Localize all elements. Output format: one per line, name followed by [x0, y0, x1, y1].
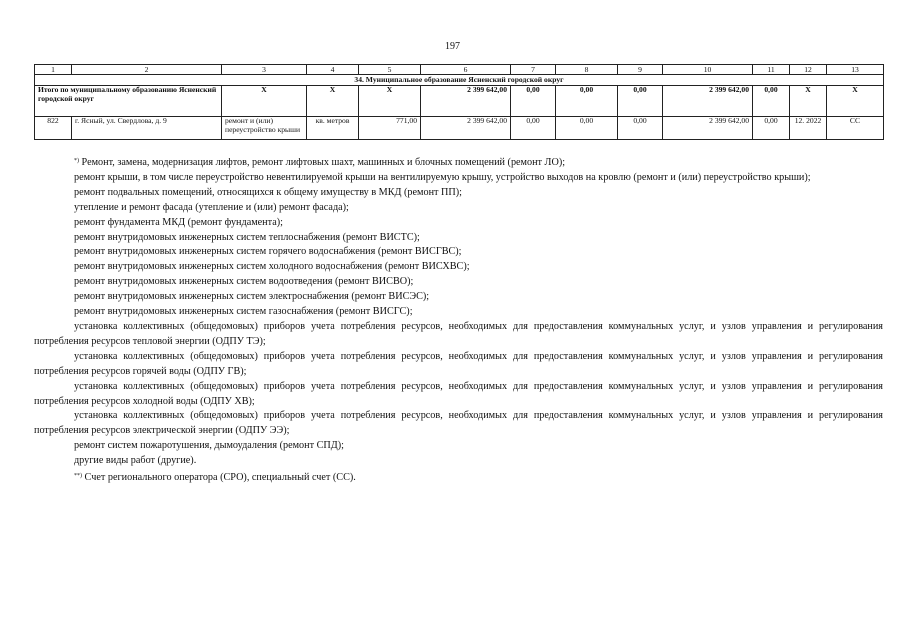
footnote-text: ремонт внутридомовых инженерных систем холодного водоснабжения (ремонт ВИСХВС);: [74, 261, 470, 273]
footnote-text: другие виды работ (другие).: [74, 455, 197, 467]
footnote-line: [34, 469, 883, 486]
column-number: 10: [663, 65, 753, 75]
table-cell: ремонт и (или) переустройство крыши: [222, 117, 307, 140]
section-title-row: [35, 75, 884, 86]
table-cell: СС: [827, 117, 884, 140]
table-cell: 2 399 642,00: [663, 117, 753, 140]
total-cell: 0,00: [556, 86, 618, 117]
total-cell: X: [359, 86, 421, 117]
page-number: 197: [445, 41, 460, 52]
footnote-text: ремонт внутридомовых инженерных систем электроснабжения (ремонт ВИСЭС);: [74, 291, 430, 303]
footnote-text: утепление и ремонт фасада (утепление и (или) ремонт фасада);: [74, 201, 349, 213]
footnote-line: [34, 275, 883, 290]
total-cell: X: [827, 86, 884, 117]
footnote-line: [34, 231, 883, 246]
footnote-line: [34, 260, 883, 275]
table-cell: 12. 2022: [790, 117, 827, 140]
column-number: 9: [618, 65, 663, 75]
footnote-line: [34, 350, 883, 380]
repair-program-table: [34, 64, 884, 140]
footnote-text: ремонт внутридомовых инженерных систем горячего водоснабжения (ремонт ВИСГВС);: [74, 246, 462, 258]
footnote-marker: **): [74, 473, 82, 480]
footnote-line: [34, 439, 883, 454]
table-cell: г. Ясный, ул. Свердлова, д. 9: [72, 117, 222, 140]
total-cell: X: [790, 86, 827, 117]
column-number: 2: [72, 65, 222, 75]
footnote-text: ремонт подвальных помещений, относящихся к общему имуществу в МКД (ремонт ПП);: [74, 186, 462, 198]
footnote-line: [34, 409, 883, 439]
total-label: Итого по муниципальному образованию Ясненский городской округ: [35, 86, 222, 117]
column-number: 5: [359, 65, 421, 75]
footnote-line: [34, 454, 883, 469]
column-number: 6: [421, 65, 511, 75]
footnote-text: установка коллективных (общедомовых) приборов учета потребления ресурсов, необходимых для предоставления коммунальных услуг, и узлов управления и регулирования потребления ресурсов холодной воды (ОДПУ ХВ);: [34, 380, 883, 407]
table-cell: 0,00: [511, 117, 556, 140]
footnote-text: Счет регионального оператора (СРО), специальный счет (СС).: [82, 472, 356, 484]
footnote-text: установка коллективных (общедомовых) приборов учета потребления ресурсов, необходимых для предоставления коммунальных услуг, и узлов управления и регулирования потребления ресурсов электрической энергии (ОДПУ ЭЭ);: [34, 410, 883, 437]
footnote-line: [34, 186, 883, 201]
footnote-line: [34, 290, 883, 305]
column-number: 11: [753, 65, 790, 75]
total-cell: 0,00: [618, 86, 663, 117]
column-number: 3: [222, 65, 307, 75]
footnotes: [34, 154, 883, 486]
footnote-line: [34, 320, 883, 350]
table-cell: 2 399 642,00: [421, 117, 511, 140]
footnote-text: ремонт систем пожаротушения, дымоудаления (ремонт СПД);: [74, 440, 344, 452]
total-row: [35, 86, 884, 117]
total-cell: 2 399 642,00: [421, 86, 511, 117]
table-cell: 822: [35, 117, 72, 140]
section-title: 34. Муниципальное образование Ясненский городской округ: [35, 75, 884, 86]
footnote-text: установка коллективных (общедомовых) приборов учета потребления ресурсов, необходимых для предоставления коммунальных услуг, и узлов управления и регулирования потребления ресурсов тепловой энергии (ОДПУ ТЭ);: [34, 320, 883, 347]
footnote-line: [34, 201, 883, 216]
column-number: 4: [307, 65, 359, 75]
column-number: 12: [790, 65, 827, 75]
footnote-line: [34, 154, 883, 171]
footnote-text: установка коллективных (общедомовых) приборов учета потребления ресурсов, необходимых для предоставления коммунальных услуг, и узлов управления и регулирования потребления ресурсов горячей воды (ОДПУ ГВ);: [34, 350, 883, 377]
total-cell: 0,00: [511, 86, 556, 117]
column-number: 8: [556, 65, 618, 75]
table-cell: 0,00: [618, 117, 663, 140]
column-number: 7: [511, 65, 556, 75]
footnote-text: ремонт крыши, в том числе переустройство невентилируемой крыши на вентилируемую крышу, устройство выходов на кровлю (ремонт и (или) переустройство крыши);: [74, 171, 811, 183]
footnote-line: [34, 216, 883, 231]
footnote-line: [34, 171, 883, 186]
footnote-marker: *): [74, 158, 79, 164]
footnote-text: ремонт фундамента МКД (ремонт фундамента);: [74, 216, 283, 228]
column-numbers-row: [35, 65, 884, 75]
footnote-line: [34, 380, 883, 410]
total-cell: 0,00: [753, 86, 790, 117]
footnote-text: ремонт внутридомовых инженерных систем водоотведения (ремонт ВИСВО);: [74, 276, 414, 288]
table-cell: 771,00: [359, 117, 421, 140]
total-cell: X: [307, 86, 359, 117]
table-row: [35, 117, 884, 140]
total-cell: 2 399 642,00: [663, 86, 753, 117]
footnote-line: [34, 305, 883, 320]
column-number: 13: [827, 65, 884, 75]
table-cell: 0,00: [753, 117, 790, 140]
footnote-line: [34, 245, 883, 260]
footnote-text: ремонт внутридомовых инженерных систем газоснабжения (ремонт ВИСГС);: [74, 306, 413, 318]
total-cell: X: [222, 86, 307, 117]
footnote-text: ремонт внутридомовых инженерных систем теплоснабжения (ремонт ВИСТС);: [74, 231, 420, 243]
table-cell: 0,00: [556, 117, 618, 140]
table-cell: кв. метров: [307, 117, 359, 140]
column-number: 1: [35, 65, 72, 75]
footnote-text: Ремонт, замена, модернизация лифтов, ремонт лифтовых шахт, машинных и блочных помещений (ремонт ЛО);: [79, 157, 566, 168]
